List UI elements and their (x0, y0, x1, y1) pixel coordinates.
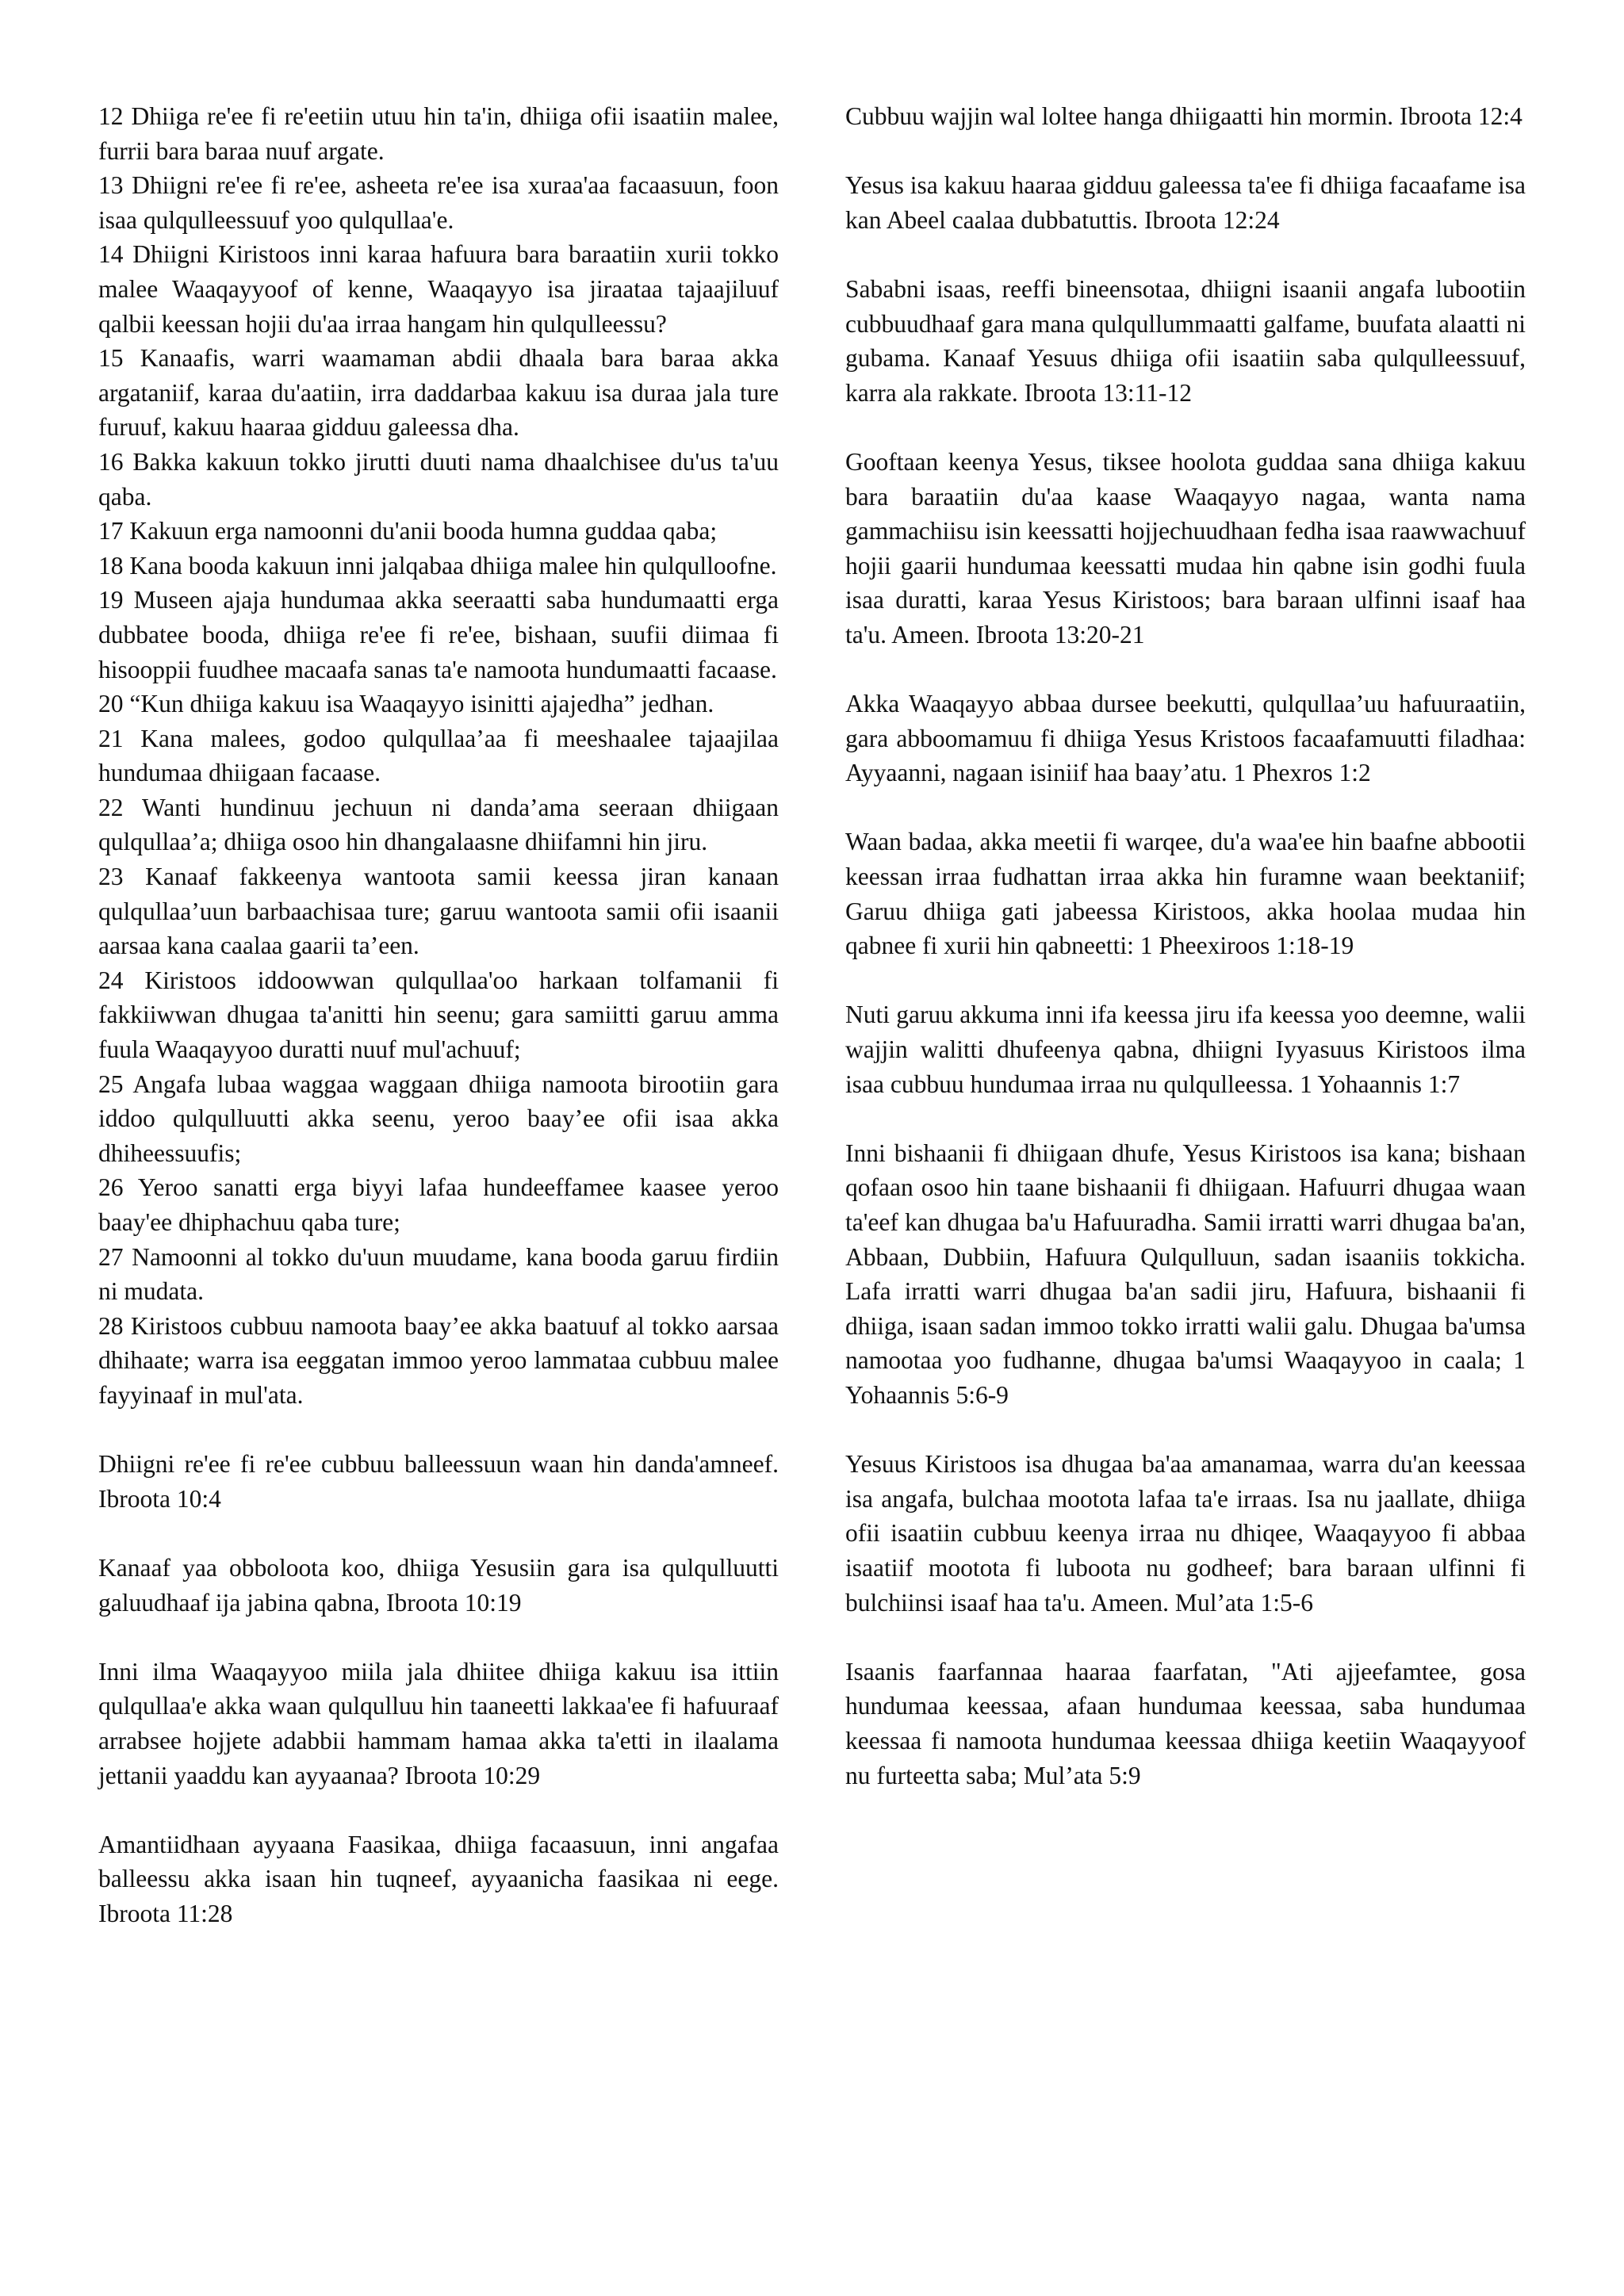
paragraph-ibroota-10-29: Inni ilma Waaqayyoo miila jala dhiitee dhiiga kakuu isa ittiin qulqullaa'e akka waan qulqulluu hin taaneetti lakkaa'ee fi hafuuraaf arrabsee hojjete adabbii hammam hamaa akka ta'etti in ilaalama jettanii yaaddu kan ayyaanaa? Ibroota 10:29 (98, 1657, 779, 1789)
verse-23: 23 Kanaaf fakkeenya wantoota samii keessa jiran kanaan qulqullaa’uun barbaachisaa ture; garuu wantoota samii ofii isaanii aarsaa kana caalaa gaarii ta’een. (98, 863, 779, 960)
paragraph-1-pheexiroos-1-18-19: Waan badaa, akka meetii fi warqee, du'a waa'ee hin baafne abbootii keessan irraa fudhattan irraa akka hin furamne waan beektaniif; Garuu dhiiga gati jabeessa Kiristoos, akka hoolaa mudaa hin qabnee fi xurii hin qabneetti: 1 Pheexiroos 1:18-19 (845, 828, 1526, 960)
verse-14: 14 Dhiigni Kiristoos inni karaa hafuura bara baraatiin xurii tokko malee Waaqayyoof of kenne, Waaqayyo isa jiraataa tajaajiluuf qalbii keessan hojii du'aa irraa hangam hin qulqulleessu? (98, 240, 779, 338)
verse-16: 16 Bakka kakuun tokko jirutti duuti nama dhaalchisee du'us ta'uu qaba. (98, 447, 779, 511)
verse-15: 15 Kanaafis, warri waamaman abdii dhaala bara baraa akka argataniif, karaa du'aatiin, irra daddarbaa kakuu isa duraa jala ture furuuf, kakuu haaraa gidduu galeessa dha. (98, 344, 779, 442)
paragraph-mulata-1-5-6: Yesuus Kiristoos isa dhugaa ba'aa amanamaa, warra du'an keessaa isa angafa, bulchaa mootota lafaa ta'e irraas. Isa nu jaallate, dhiiga ofii isaatiin cubbuu keenya irraa nu dhiqee, Waaqayyoo fi abbaa isaatiif mootota fi luboota nu godheef; bara baraan ulfinni fi bulchiinsi isaaf haa ta'u. Ameen. Mul’ata 1:5-6 (845, 1450, 1526, 1617)
paragraph-ibroota-12-4: Cubbuu wajjin wal loltee hanga dhiigaatti hin mormin. Ibroota 12:4 (845, 102, 1522, 130)
paragraph-1-yohaannis-1-7: Nuti garuu akkuma inni ifa keessa jiru ifa keessa yoo deemne, walii wajjin walitti dhufeenya qabna, dhiigni Iyyasuus Kiristoos ilma isaa cubbuu hundumaa irraa nu qulqulleessa. 1 Yohaannis 1:7 (845, 1001, 1526, 1098)
left-column (98, 99, 779, 1931)
verse-17: 17 Kakuun erga namoonni du'anii booda humna guddaa qaba; (98, 517, 718, 545)
paragraph-1-phexros-1-2: Akka Waaqayyo abbaa dursee beekutti, qulqullaa’uu hafuuraatiin, gara abboomamuu fi dhiiga Yesus Kristoos facaafamuutti filadhaa: Ayyaanni, nagaan isiniif haa baay’atu. 1 Phexros 1:2 (845, 690, 1526, 787)
paragraph-1-yohaannis-5-6-9: Inni bishaanii fi dhiigaan dhufe, Yesus Kiristoos isa kana; bishaan qofaan osoo hin taane bishaanii fi dhiigaan. Hafuurri dhugaa waan ta'eef kan dhugaa ba'u Hafuuradha. Samii irratti warri dhugaa ba'an, Abbaan, Dubbiin, Hafuura Qulqulluun, sadan isaaniis tokkicha. Lafa irratti warri dhugaa ba'an sadii jiru, Hafuura, bishaanii fi dhiiga, isaan sadan immoo tokko irratti walii galu. Dhugaa ba'umsa namootaa yoo fudhanne, dhugaa ba'umsi Waaqayyoo in caala; 1 Yohaannis 5:6-9 (845, 1138, 1526, 1409)
paragraph-ibroota-11-28: Amantiidhaan ayyaana Faasikaa, dhiiga facaasuun, inni angafaa balleessu akka isaan hin tuqneef, ayyaanicha faasikaa ni eege. Ibroota 11:28 (98, 1830, 779, 1927)
paragraph-ibroota-13-11-12: Sababni isaas, reeffi bineensotaa, dhiigni isaanii angafa lubootiin cubbuudhaaf gara mana qulqullummaatti galfame, buufata alaatti ni gubama. Kanaaf Yesuus dhiiga ofii isaatiin saba qulqulleessuuf, karra ala rakkate. Ibroota 13:11-12 (845, 274, 1526, 407)
verse-27: 27 Namoonni al tokko du'uun muudame, kana booda garuu firdiin ni mudata. (98, 1242, 779, 1306)
verse-26: 26 Yeroo sanatti erga biyyi lafaa hundeeffamee kaasee yeroo baay'ee dhiphachuu qaba ture; (98, 1173, 779, 1236)
paragraph-ibroota-13-20-21: Gooftaan keenya Yesus, tiksee hoolota guddaa sana dhiiga kakuu bara baraatiin du'aa kaase Waaqayyo nagaa, wanta nama gammachiisu isin keessatti hojjechuudhaan fedha isaa raawwachuuf hojii gaarii hundumaa keessatti mudaa hin qabne isin godhi fuula isaa duratti, karaa Yesus Kiristoos; bara baraan ulfinni isaaf haa ta'u. Ameen. Ibroota 13:20-21 (845, 447, 1526, 649)
paragraph-ibroota-10-19: Kanaaf yaa obboloota koo, dhiiga Yesusiin gara isa qulqulluutti galuudhaaf ija jabina qabna, Ibroota 10:19 (98, 1553, 779, 1617)
right-column (845, 99, 1526, 1793)
verse-13: 13 Dhiigni re'ee fi re'ee, asheeta re'ee isa xuraa'aa facaasuun, foon isaa qulqulleessuuf yoo qulqullaa'e. (98, 171, 779, 234)
paragraph-ibroota-10-4: Dhiigni re'ee fi re'ee cubbuu balleessuun waan hin danda'amneef. Ibroota 10:4 (98, 1450, 779, 1513)
verse-12: 12 Dhiiga re'ee fi re'eetiin utuu hin ta'in, dhiiga ofii isaatiin malee, furrii bara baraa nuuf argate. (98, 102, 779, 165)
verse-22: 22 Wanti hundinuu jechuun ni danda’ama seeraan dhiigaan qulqullaa’a; dhiiga osoo hin dhangalaasne dhiifamni hin jiru. (98, 793, 779, 856)
verse-25: 25 Angafa lubaa waggaa waggaan dhiiga namoota birootiin gara iddoo qulqulluutti akka seenu, yeroo baay’ee ofii isaa akka dhiheessuufis; (98, 1070, 779, 1167)
verse-20: 20 “Kun dhiiga kakuu isa Waaqayyo isinitti ajajedha” jedhan. (98, 690, 714, 718)
verse-19: 19 Museen ajaja hundumaa akka seeraatti saba hundumaatti erga dubbatee booda, dhiiga re'ee fi re'ee, bishaan, suufii diimaa fi hisooppii fuudhee macaafa sanas ta'e namoota hundumaatti facaase. (98, 586, 779, 683)
verse-21: 21 Kana malees, godoo qulqullaa’aa fi meeshaalee tajaajilaa hundumaa dhiigaan facaase. (98, 724, 779, 787)
verse-18: 18 Kana booda kakuun inni jalqabaa dhiiga malee hin qulqulloofne. (98, 551, 777, 580)
verse-24: 24 Kiristoos iddoowwan qulqullaa'oo harkaan tolfamanii fi fakkiiwwan dhugaa ta'anitti hin seenu; gara samiitti garuu amma fuula Waaqayyoo duratti nuuf mul'achuuf; (98, 966, 779, 1064)
paragraph-mulata-5-9: Isaanis faarfannaa haaraa faarfatan, "Ati ajjeefamtee, gosa hundumaa keessaa, afaan hundumaa keessaa, saba hundumaa keessaa fi namoota hundumaa keessaa dhiiga keetiin Waaqayyoof nu furteetta saba; Mul’ata 5:9 (845, 1657, 1526, 1789)
paragraph-ibroota-12-24: Yesus isa kakuu haaraa gidduu galeessa ta'ee fi dhiiga facaafame isa kan Abeel caalaa dubbatuttis. Ibroota 12:24 (845, 171, 1526, 234)
verse-28: 28 Kiristoos cubbuu namoota baay’ee akka baatuuf al tokko aarsaa dhihaate; warra isa eeggatan immoo yeroo lammataa cubbuu malee fayyinaaf in mul'ata. (98, 1311, 779, 1409)
